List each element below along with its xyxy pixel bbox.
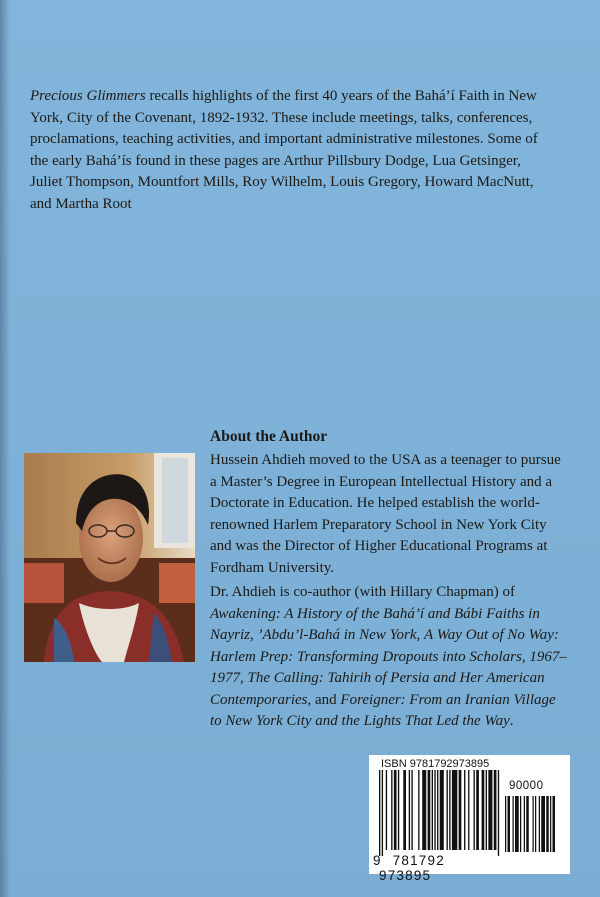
barcode-bar bbox=[488, 770, 492, 850]
isbn-label: ISBN 9781792973895 bbox=[381, 758, 490, 770]
bio2-intro: Dr. Ahdieh is co-author (with Hillary Chapman) of bbox=[210, 584, 515, 600]
author-portrait-image bbox=[24, 453, 195, 662]
book-abdul-baha: ’Abdu’l-Bahá in New York bbox=[257, 627, 417, 643]
barcode-bar bbox=[403, 770, 406, 850]
barcode-bar bbox=[382, 770, 383, 856]
barcode-bar bbox=[474, 770, 475, 850]
barcode-bar bbox=[513, 796, 514, 852]
period: . bbox=[509, 713, 514, 729]
digit-first: 9 bbox=[373, 853, 382, 868]
barcode-bar bbox=[434, 770, 435, 850]
barcode-bar bbox=[394, 770, 397, 850]
price-code: 90000 bbox=[509, 780, 544, 792]
book-a-way-out: A Way Out of No Way: Harlem Prep: Transforming Dropouts into Scholars, 1967–1977 bbox=[210, 627, 567, 686]
blurb-text: recalls highlights of the first 40 years of the Bahá’í Faith in New York, City of the Covenant, 1892-1932. These include meetings, talks, conferences, proclamations, teaching activities, and important administrative milestones. Some of the early Bahá’ís found in these pages are Arthur Pillsbury Dodge, Lua Getsinger, Juliet Thompson, Mountfort Mills, Roy Wilhelm, Louis Gregory, Howard MacNutt, and Martha Root bbox=[30, 88, 538, 212]
barcode-bar bbox=[409, 770, 410, 850]
separator: , bbox=[416, 627, 425, 643]
barcode-bar bbox=[539, 796, 540, 852]
barcode-bar bbox=[482, 770, 485, 850]
separator: , bbox=[250, 627, 258, 643]
barcode-bar bbox=[498, 770, 499, 856]
barcode-bar bbox=[386, 770, 387, 850]
book-awakening: Awakening: A History of the Bahá’í and Bábi Faiths in Nayriz bbox=[210, 605, 540, 643]
barcode-bar bbox=[476, 770, 479, 850]
barcode-bar bbox=[440, 770, 444, 850]
barcode-bar bbox=[505, 796, 506, 852]
separator: , bbox=[240, 670, 248, 686]
barcode-bar bbox=[508, 796, 511, 852]
book-the-calling: The Calling: Tahirih of Persia and Her American Contemporaries bbox=[210, 670, 545, 708]
book-title: Precious Glimmers bbox=[30, 88, 146, 104]
barcode-bar bbox=[432, 770, 433, 850]
barcode-bars-addon bbox=[505, 796, 557, 858]
barcode-bar bbox=[418, 770, 419, 850]
barcode-bar bbox=[526, 796, 529, 852]
about-author-heading: About the Author bbox=[210, 428, 328, 445]
barcode-bar bbox=[524, 796, 525, 852]
barcode-bar bbox=[447, 770, 448, 850]
barcode-bar bbox=[533, 796, 534, 852]
barcode-bar bbox=[459, 770, 462, 850]
barcode-bar bbox=[494, 770, 497, 850]
barcode-digits bbox=[373, 853, 503, 883]
barcode-bar bbox=[391, 770, 392, 850]
author-bio-paragraph-2 bbox=[210, 582, 570, 733]
separator: , and bbox=[307, 691, 341, 708]
barcode-bar bbox=[449, 770, 450, 850]
book-foreigner: Foreigner: From an Iranian Village to New York City and the Lights That Led the Way bbox=[210, 691, 556, 729]
digit-group-2: 973895 bbox=[379, 868, 432, 883]
barcode-bar bbox=[541, 796, 545, 852]
book-blurb bbox=[30, 86, 550, 215]
isbn-barcode bbox=[369, 755, 570, 883]
barcode-bar bbox=[398, 770, 399, 850]
barcode-bar bbox=[550, 796, 551, 852]
author-bio-paragraph-1: Hussein Ahdieh moved to the USA as a teenager to pursue a Master’s Degree in European Intellectual History and a Doctorate in Education. He helped establish the world-renowned Harlem Preparatory School in New York City and was the Director of Higher Educational Programs at Fordham University. bbox=[210, 452, 561, 576]
barcode-bar bbox=[553, 796, 556, 852]
barcode-bar bbox=[379, 770, 380, 856]
barcode-bar bbox=[520, 796, 521, 852]
barcode-bar bbox=[422, 770, 426, 850]
barcode-bar bbox=[464, 770, 465, 850]
barcode-bar bbox=[428, 770, 431, 850]
author-photo bbox=[24, 453, 195, 662]
barcode-bar bbox=[411, 770, 412, 850]
barcode-bar bbox=[468, 770, 469, 850]
barcode-bar bbox=[437, 770, 438, 850]
spine-shadow bbox=[0, 0, 10, 897]
barcode-bars-main bbox=[379, 770, 501, 856]
barcode-bar bbox=[546, 796, 549, 852]
barcode-bar bbox=[515, 796, 519, 852]
digit-group-1: 781792 bbox=[392, 853, 445, 868]
barcode-bar bbox=[452, 770, 457, 850]
barcode-bar bbox=[486, 770, 487, 850]
barcode-bar bbox=[535, 796, 536, 852]
